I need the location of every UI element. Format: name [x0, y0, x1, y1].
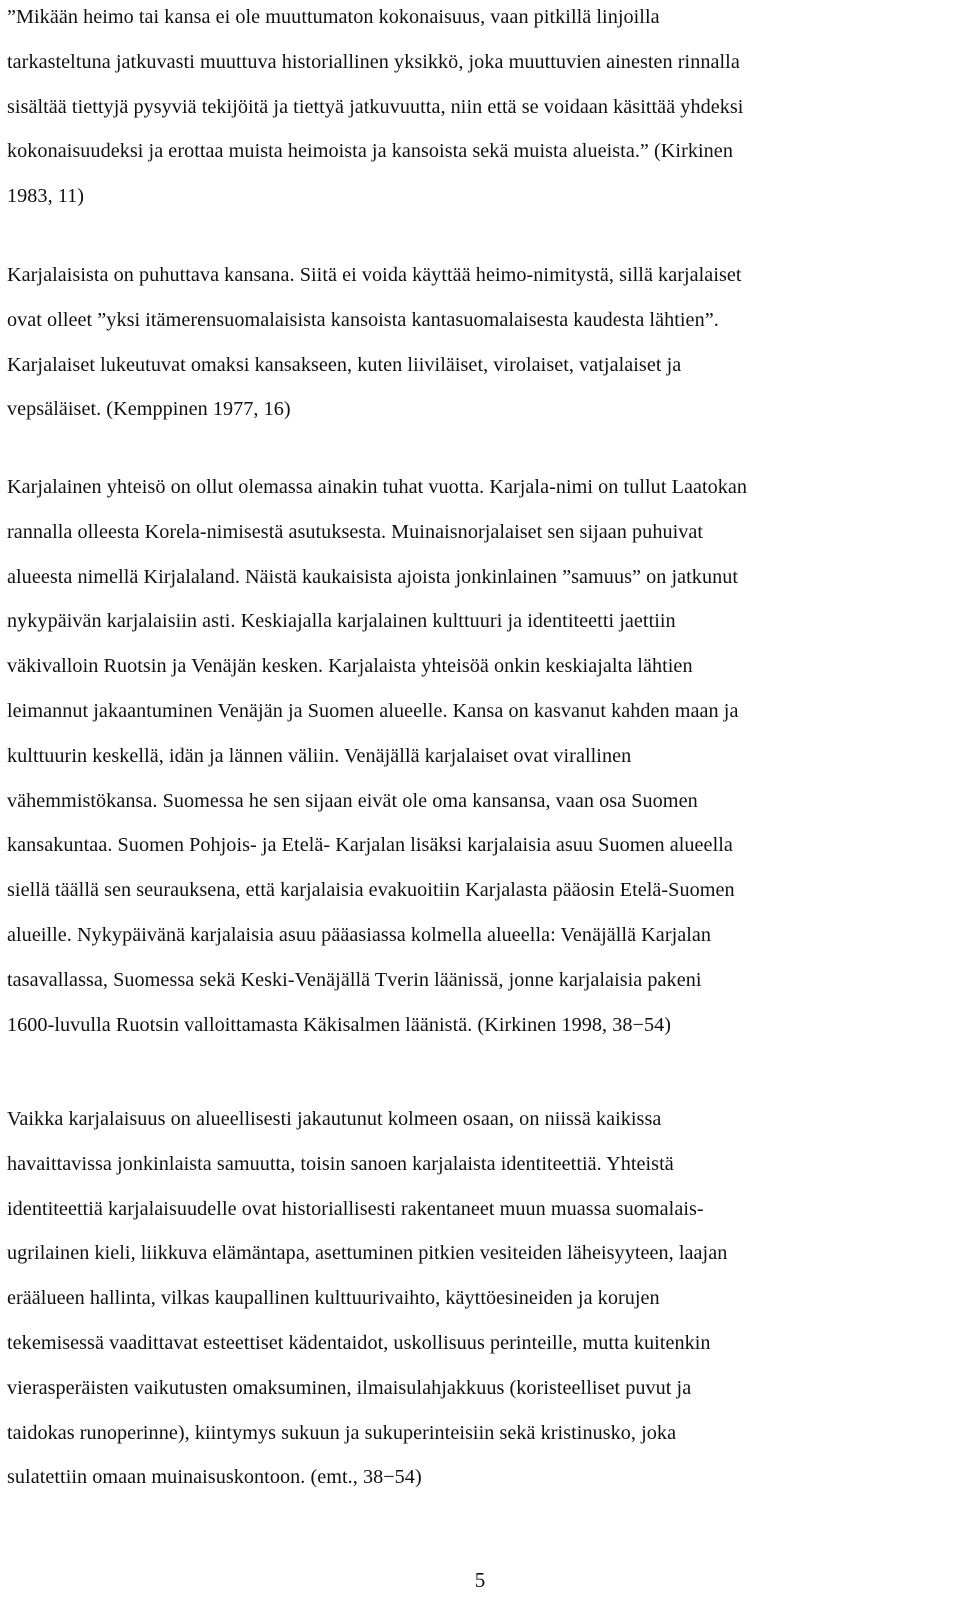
text-line: ugrilainen kieli, liikkuva elämäntapa, asettuminen pitkien vesiteiden läheisyyteen, laajan [7, 1242, 728, 1265]
text-line: Karjalainen yhteisö on ollut olemassa ainakin tuhat vuotta. Karjala-nimi on tullut Laatokan [7, 476, 748, 498]
text-line: alueesta nimellä Kirjalaland. Näistä kaukaisista ajoista jonkinlainen ”samuus” on jatkunut [7, 565, 739, 588]
text-line: kokonaisuudeksi ja erottaa muista heimoista ja kansoista sekä muista alueista.” (Kirkinen [7, 140, 733, 163]
text-line: taidokas runoperinne), kiintymys sukuun ja sukuperinteisiin sekä kristinusko, joka [7, 1421, 677, 1444]
paragraph-karjalainen-identiteetti [7, 1097, 947, 1500]
text-line: ovat olleet ”yksi itämerensuomalaisista kansoista kantasuomalaisesta kaudesta lähtien”. [7, 308, 719, 331]
text-line: siellä täällä sen seurauksena, että karjalaisia evakuoitiin Karjalasta pääosin Etelä-Suomen [7, 879, 735, 902]
text-line: eräälueen hallinta, vilkas kaupallinen kulttuurivaihto, käyttöesineiden ja korujen [7, 1287, 660, 1310]
text-line: tarkasteltuna jatkuvasti muuttuva historiallinen yksikkö, joka muuttuvien ainesten rinnalla [7, 50, 740, 73]
page-number: 5 [474, 1568, 486, 1592]
text-line: tekemisessä vaadittavat esteettiset kädentaidot, uskollisuus perinteille, mutta kuitenkin [7, 1331, 711, 1354]
text-line: sulatettiin omaan muinaisuskontoon. (emt., 38−54) [7, 1466, 422, 1489]
paragraph-karjalaiset-kansana [7, 253, 947, 432]
text-line: tasavallassa, Suomessa sekä Keski-Venäjällä Tverin läänissä, jonne karjalaisia pakeni [7, 968, 702, 991]
text-line: Vaikka karjalaisuus on alueellisesti jakautunut kolmeen osaan, on niissä kaikissa [7, 1108, 662, 1130]
text-line: 1600-luvulla Ruotsin valloittamasta Käkisalmen läänistä. (Kirkinen 1998, 38−54) [7, 1013, 672, 1036]
text-line: Karjalaiset lukeutuvat omaksi kansakseen, kuten liiviläiset, virolaiset, vatjalaiset ja [7, 353, 682, 376]
text-line: rannalla olleesta Korela-nimisestä asutuksesta. Muinaisnorjalaiset sen sijaan puhuivat [7, 520, 704, 543]
paragraph-quote-kirkinen [7, 0, 947, 219]
text-line: 1983, 11) [7, 185, 85, 208]
text-line: leimannut jakaantuminen Venäjän ja Suomen alueelle. Kansa on kasvanut kahden maan ja [7, 699, 739, 722]
text-line: kansakuntaa. Suomen Pohjois- ja Etelä- Karjalan lisäksi karjalaisia asuu Suomen alueella [7, 834, 733, 857]
text-line: väkivalloin Ruotsin ja Venäjän kesken. Karjalaista yhteisöä onkin keskiajalta lähtien [7, 655, 693, 678]
text-line: vierasperäisten vaikutusten omaksuminen, ilmaisulahjakkuus (koristeelliset puvut ja [7, 1376, 692, 1399]
text-line: sisältää tiettyjä pysyviä tekijöitä ja tiettyä jatkuvuutta, niin että se voidaan käsittää yhdeksi [7, 95, 744, 118]
text-line: kulttuurin keskellä, idän ja lännen väliin. Venäjällä karjalaiset ovat virallinen [7, 744, 632, 767]
paragraph-karjalainen-yhteiso [7, 465, 947, 1047]
text-line: vepsäläiset. (Kemppinen 1977, 16) [7, 398, 291, 421]
text-line: alueille. Nykypäivänä karjalaisia asuu pääasiassa kolmella alueella: Venäjällä Karjalan [7, 923, 712, 946]
text-line: havaittavissa jonkinlaista samuutta, toisin sanoen karjalaista identiteettiä. Yhteistä [7, 1152, 674, 1175]
text-line: ”Mikään heimo tai kansa ei ole muuttumaton kokonaisuus, vaan pitkillä linjoilla [7, 6, 660, 28]
text-line: vähemmistökansa. Suomessa he sen sijaan eivät ole oma kansansa, vaan osa Suomen [7, 789, 698, 812]
text-line: Karjalaisista on puhuttava kansana. Siitä ei voida käyttää heimo-nimitystä, sillä karjalaiset [7, 264, 742, 286]
text-line: identiteettiä karjalaisuudelle ovat historiallisesti rakentaneet muun muassa suomalais- [7, 1197, 704, 1220]
text-line: nykypäivän karjalaisiin asti. Keskiajalla karjalainen kulttuuri ja identiteetti jaettiin [7, 610, 676, 633]
